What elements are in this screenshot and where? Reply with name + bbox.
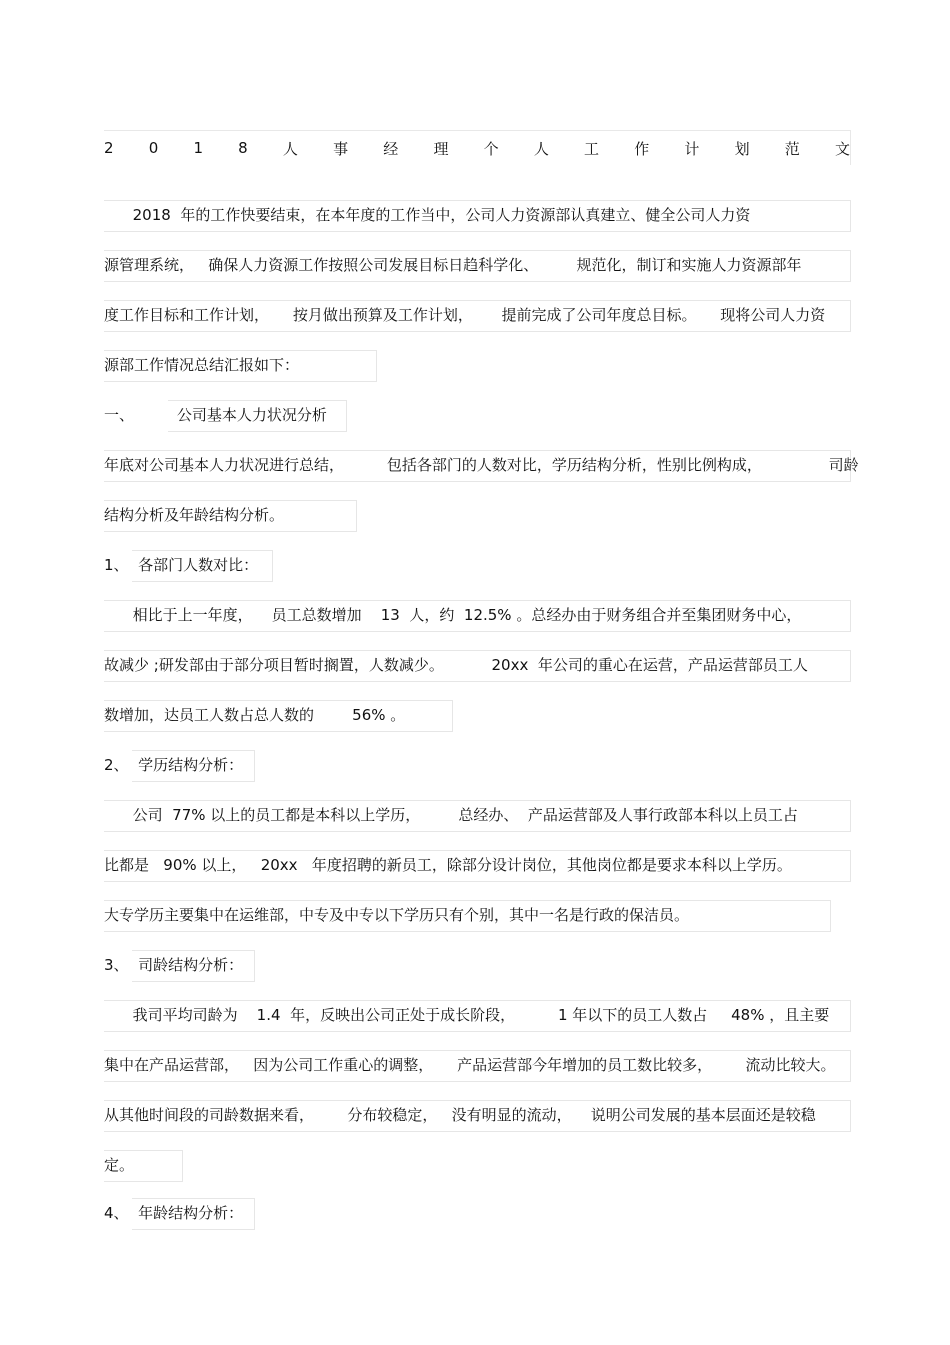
title-char: 划 <box>734 139 750 158</box>
item-2-line-2: 比都是 90% 以上， 20xx 年度招聘的新员工，除部分设计岗位，其他岗位都是要求本科以上学历。 <box>104 856 792 874</box>
title-char: 8 <box>238 139 248 157</box>
item-3-line-1: 我司平均司龄为 1.4 年，反映出公司正处于成长阶段， 1 年以下的员工人数占 48% ，且主要 <box>104 1006 830 1024</box>
item-2-line-1: 公司 77% 以上的员工都是本科以上学历， 总经办、 产品运营部及人事行政部本科以上员工占 <box>104 806 798 824</box>
item-3-line-3: 从其他时间段的司龄数据来看， 分布较稳定， 没有明显的流动， 说明公司发展的基本层面还是较稳 <box>104 1106 816 1124</box>
item-3-heading: 3、 司龄结构分析： <box>104 956 244 974</box>
title-char: 工 <box>584 139 600 158</box>
title-char: 人 <box>533 139 549 158</box>
title-char: 计 <box>684 139 700 158</box>
item-1-heading: 1、 各部门人数对比： <box>104 556 259 574</box>
item-3-line-2: 集中在产品运营部， 因为公司工作重心的调整， 产品运营部今年增加的员工数比较多， 流动比较大。 <box>104 1056 836 1074</box>
section-1-heading: 一、 公司基本人力状况分析 <box>104 406 327 424</box>
item-1-line-2: 故减少 ;研发部由于部分项目暂时搁置，人数减少。 20xx 年公司的重心在运营，产品运营部员工人 <box>104 656 808 674</box>
title-char: 2 <box>104 139 114 157</box>
item-4-heading: 4、 年龄结构分析： <box>104 1204 244 1222</box>
title-char: 0 <box>148 139 159 157</box>
intro-line-2: 源管理系统， 确保人力资源工作按照公司发展目标日趋科学化、 规范化，制订和实施人力资源部年 <box>104 256 802 274</box>
title-char: 1 <box>193 139 203 157</box>
intro-line-4: 源部工作情况总结汇报如下： <box>104 356 300 374</box>
item-2-heading: 2、 学历结构分析： <box>104 756 244 774</box>
title-char: 经 <box>383 139 399 158</box>
document-title <box>104 130 851 165</box>
title-char: 人 <box>282 139 298 158</box>
item-2-line-3: 大专学历主要集中在运维部，中专及中专以下学历只有个别，其中一名是行政的保洁员。 <box>104 906 690 924</box>
item-3-line-4: 定。 <box>104 1156 135 1174</box>
item-1-line-3: 数增加，达员工人数占总人数的 56% 。 <box>104 706 406 724</box>
title-char: 作 <box>634 139 650 158</box>
title-char: 理 <box>433 139 449 158</box>
title-char: 文 <box>834 139 850 158</box>
section-1-line-2: 结构分析及年龄结构分析。 <box>104 506 285 524</box>
intro-line-1: 2018 年的工作快要结束，在本年度的工作当中，公司人力资源部认真建立、健全公司人力资 <box>104 206 751 224</box>
intro-line-3: 度工作目标和工作计划， 按月做出预算及工作计划， 提前完成了公司年度总目标。 现将公司人力资 <box>104 306 826 324</box>
title-char: 范 <box>784 139 800 158</box>
title-char: 个 <box>483 139 499 158</box>
title-char: 事 <box>333 139 349 158</box>
item-1-line-1: 相比于上一年度， 员工总数增加 13 人，约 12.5% 。总经办由于财务组合并至集团财务中心， <box>104 606 802 624</box>
section-1-line-1: 年底对公司基本人力状况进行总结， 包括各部门的人数对比，学历结构分析，性别比例构成， 司龄 <box>104 456 859 474</box>
